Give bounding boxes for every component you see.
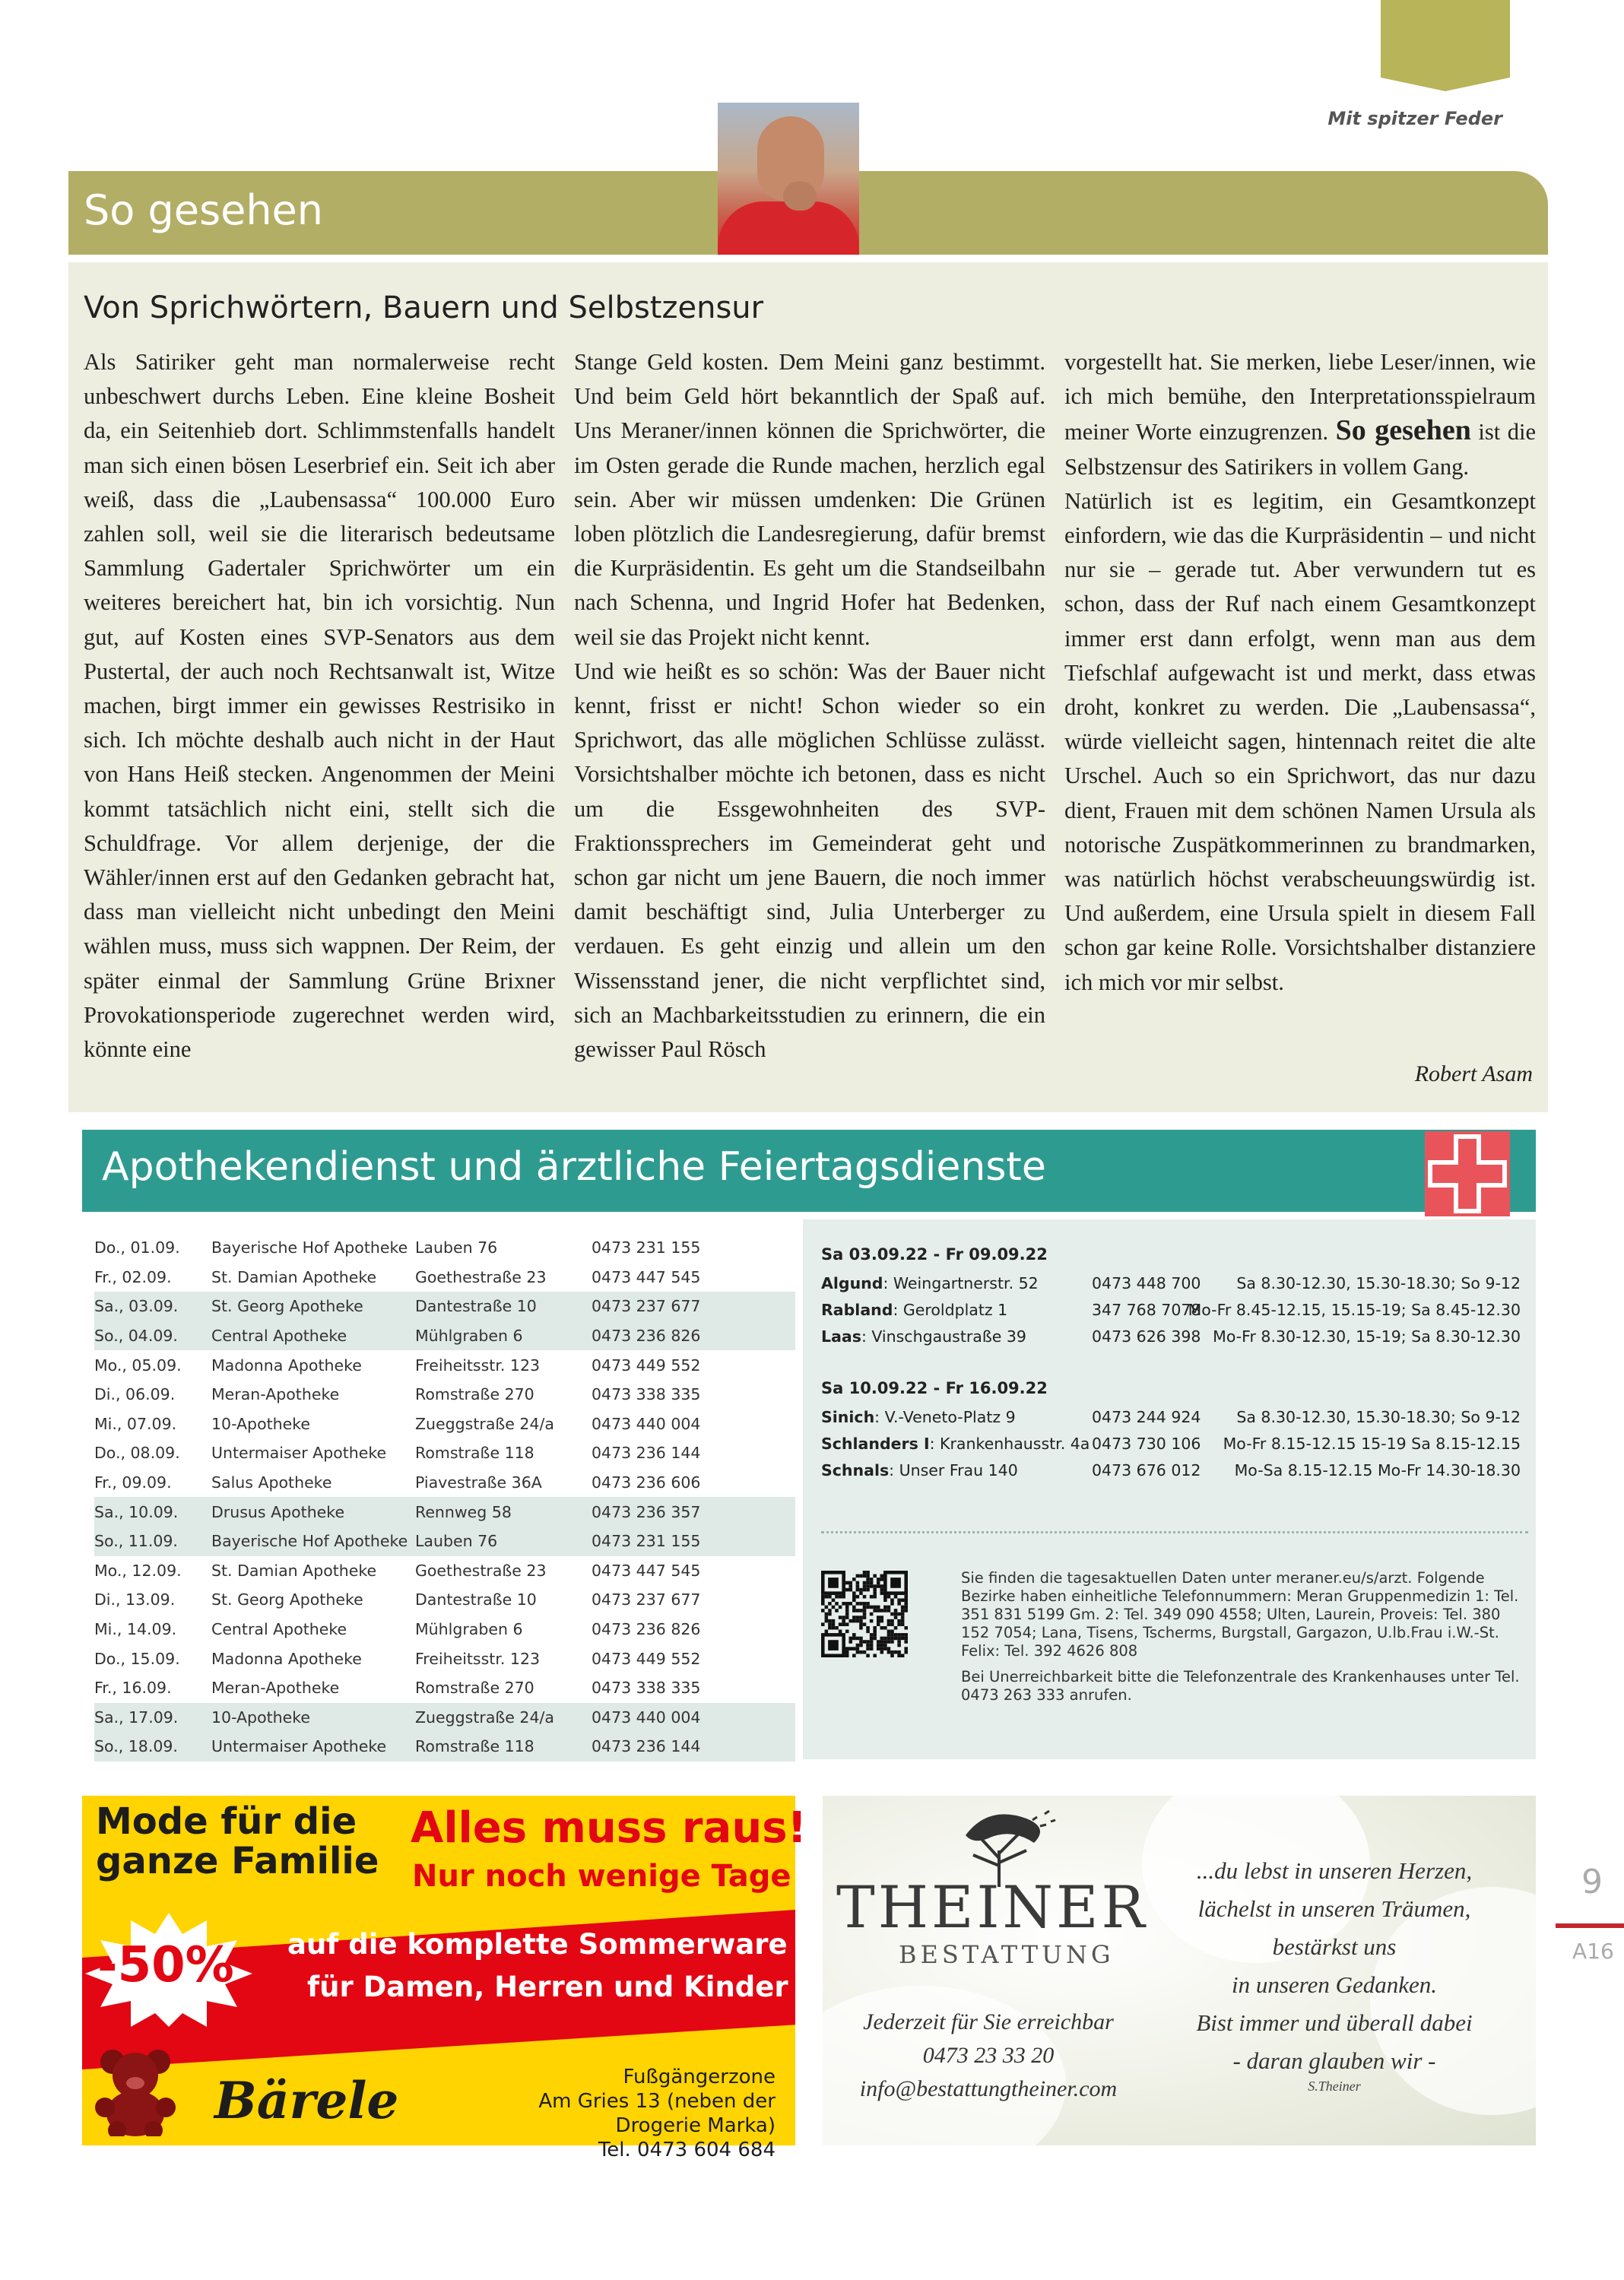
cell-street: Freiheitsstr. 123 xyxy=(415,1649,541,1668)
medical-cross-icon xyxy=(1425,1131,1510,1216)
town-name xyxy=(821,1274,1039,1292)
article-column-3 xyxy=(1064,345,1536,1000)
cell-date: Do., 15.09. xyxy=(94,1649,180,1668)
cell-phone: 0473 237 677 xyxy=(592,1590,701,1609)
cell-date: Fr., 16.09. xyxy=(94,1679,172,1698)
table-row xyxy=(94,1527,795,1556)
emphasis: So gesehen xyxy=(1335,414,1471,447)
ad-headline: Alles muss raus! xyxy=(411,1803,807,1853)
phone-number: 0473 676 012 xyxy=(1092,1461,1201,1479)
town-label: Schnals xyxy=(821,1461,890,1479)
cell-date: Sa., 17.09. xyxy=(94,1703,211,1733)
article-column-1 xyxy=(84,345,555,1067)
street-address: : Krankenhausstr. 4a xyxy=(929,1435,1090,1453)
cell-street: Romstraße 118 xyxy=(415,1732,592,1762)
page-code: A16 xyxy=(1572,1939,1614,1964)
pharmacy-duty-table xyxy=(94,1233,795,1762)
phone-number: 0473 23 33 20 xyxy=(922,2043,1055,2068)
cell-name: 10-Apotheke xyxy=(211,1414,311,1433)
theiner-subtitle: BESTATTUNG xyxy=(899,1940,1115,1969)
cell-date: Fr., 02.09. xyxy=(94,1267,172,1286)
section-label: Mit spitzer Feder xyxy=(1327,108,1502,129)
cell-street: Romstraße 118 xyxy=(415,1444,534,1463)
theiner-poem xyxy=(1156,1852,1513,2080)
cell-street: Zueggstraße 24/a xyxy=(415,1414,554,1433)
cell-date: Mi., 14.09. xyxy=(94,1620,177,1639)
page-rule xyxy=(1556,1923,1624,1928)
phone-number: 0473 244 924 xyxy=(1092,1408,1201,1426)
town-label: Schlanders I xyxy=(821,1435,930,1453)
info-text xyxy=(961,1569,1524,1712)
ad-line: ganze Familie xyxy=(96,1840,379,1882)
cell-phone: 0473 236 826 xyxy=(592,1321,795,1351)
weekend-title: Sa 03.09.22 - Fr 09.09.22 xyxy=(821,1245,1048,1264)
weekend-title: Sa 10.09.22 - Fr 16.09.22 xyxy=(821,1379,1048,1397)
table-row xyxy=(94,1615,795,1644)
list-item xyxy=(821,1408,1521,1434)
cell-street: Romstraße 270 xyxy=(415,1385,534,1404)
cell-phone: 0473 236 144 xyxy=(592,1444,701,1463)
article-title: Von Sprichwörtern, Bauern und Selbstzensur xyxy=(84,290,764,325)
town-name xyxy=(821,1301,1007,1319)
theiner-contact xyxy=(836,2006,1140,2106)
street-address: : V.-Veneto-Platz 9 xyxy=(874,1408,1016,1426)
poem-line: bestärkst uns xyxy=(1272,1933,1397,1960)
cell-name: Bayerische Hof Apotheke xyxy=(211,1527,415,1556)
opening-hours: Mo-Fr 8.15-12.15 15-19 Sa 8.15-12.15 xyxy=(1223,1435,1521,1453)
cell-date: Mo., 12.09. xyxy=(94,1561,182,1580)
phone-number: 0473 448 700 xyxy=(1092,1274,1201,1292)
cell-name: St. Georg Apotheke xyxy=(211,1590,363,1609)
cell-street: Freiheitsstr. 123 xyxy=(415,1356,541,1375)
cell-name: St. Georg Apotheke xyxy=(211,1292,415,1321)
teddy-bear-icon xyxy=(90,2045,181,2136)
opening-hours: Sa 8.30-12.30, 15.30-18.30; So 9-12 xyxy=(1236,1408,1521,1426)
cell-street: Zueggstraße 24/a xyxy=(415,1703,592,1733)
opening-hours: Mo-Fr 8.30-12.30, 15-19; Sa 8.30-12.30 xyxy=(1213,1327,1521,1346)
ad-mode-text xyxy=(96,1802,379,1881)
author-photo xyxy=(718,103,859,255)
table-row xyxy=(94,1380,795,1410)
cell-date: Mo., 05.09. xyxy=(94,1356,182,1375)
email-address: info@bestattungtheiner.com xyxy=(859,2076,1118,2101)
cell-name: Central Apotheke xyxy=(211,1321,415,1351)
table-row xyxy=(94,1732,795,1762)
poem-signature: S.Theiner xyxy=(1308,2079,1361,2094)
qr-code-icon[interactable] xyxy=(821,1571,908,1657)
cell-date: Do., 01.09. xyxy=(94,1238,180,1257)
info-paragraph: Sie finden die tagesaktuellen Daten unter meraner.eu/s/arzt. Folgende Bezirke haben einheitliche Telefonnummern: Meran Gruppenmedizin 1: Tel. 351 831 5199 Gm. 2: Tel. 349 090 4558; Ulten, Laurein, Proveis: Tel. 380 152 7054; Lana, Tisens, Tscherms, Burgstall, Gargazon, U.lb.Frau i.W.-St. Felix: Tel. 392 4626 808 xyxy=(961,1569,1519,1660)
list-item xyxy=(821,1461,1521,1487)
table-row xyxy=(94,1321,795,1351)
poem-line: lächelst in unseren Träumen, xyxy=(1197,1895,1471,1922)
cell-date: Fr., 09.09. xyxy=(94,1473,172,1492)
cell-date: So., 11.09. xyxy=(94,1527,211,1556)
ad-address-line: Tel. 0473 604 684 xyxy=(598,2139,776,2161)
paragraph xyxy=(1064,345,1536,484)
cell-name: St. Damian Apotheke xyxy=(211,1561,377,1580)
poem-line: - daran glauben wir - xyxy=(1232,2047,1436,2074)
cell-phone: 0473 440 004 xyxy=(592,1414,701,1433)
table-row xyxy=(94,1673,795,1703)
ad-offer-line: für Damen, Herren und Kinder xyxy=(307,1971,788,2003)
cell-name: Madonna Apotheke xyxy=(211,1356,362,1375)
street-address: : Geroldplatz 1 xyxy=(893,1301,1008,1319)
cell-name: St. Damian Apotheke xyxy=(211,1267,377,1286)
cell-street: Goethestraße 23 xyxy=(415,1267,547,1286)
cell-phone: 0473 236 606 xyxy=(592,1473,701,1492)
cell-phone: 0473 447 545 xyxy=(592,1561,701,1580)
poem-line: Bist immer und überall dabei xyxy=(1196,2009,1473,2036)
cell-name: Meran-Apotheke xyxy=(211,1385,340,1404)
table-row xyxy=(94,1644,795,1673)
cell-date: So., 04.09. xyxy=(94,1321,211,1351)
paragraph: Und wie heißt es so schön: Was der Bauer nicht kennt, frisst er nicht! Schon wieder so ein Sprichwort, das alle möglichen Schlüsse zulässt. Vorsichtshalber möchte ich betonen, dass es nicht um die Essgewohnheiten des SVP-Fraktionssprechers im Gemeinderat geht und schon gar nicht um jene Bauern, die noch immer damit beschäftigt sind, Julia Unterberger zu verdauen. Es geht einzig und allein um den Wissensstand jener, die nicht verpflichtet sind, sich an Machbarkeitsstudien zu erinnern, die ein gewisser Paul Rösch xyxy=(574,658,1045,1063)
cell-phone: 0473 447 545 xyxy=(592,1267,701,1286)
cell-street: Mühlgraben 6 xyxy=(415,1321,592,1351)
pharmacy-title: Apothekendienst und ärztliche Feiertagsdienste xyxy=(102,1144,1046,1190)
town-label: Sinich xyxy=(821,1408,875,1426)
cell-name: Meran-Apotheke xyxy=(211,1679,340,1698)
theiner-logo-text: THEINER xyxy=(836,1873,1148,1941)
cell-date: So., 18.09. xyxy=(94,1732,211,1762)
article-column-2 xyxy=(574,345,1045,1067)
list-item xyxy=(821,1435,1521,1460)
cell-phone: 0473 449 552 xyxy=(592,1649,701,1668)
cell-phone: 0473 236 357 xyxy=(592,1497,795,1527)
town-name xyxy=(821,1435,1090,1453)
cell-phone: 0473 231 155 xyxy=(592,1238,701,1257)
cell-phone: 0473 236 144 xyxy=(592,1732,795,1762)
cell-street: Romstraße 270 xyxy=(415,1679,534,1698)
cell-date: Di., 06.09. xyxy=(94,1385,176,1404)
street-address: : Weingartnerstr. 52 xyxy=(883,1274,1039,1292)
paragraph: Stange Geld kosten. Dem Meini ganz bestimmt. Und beim Geld hört bekanntlich der Spaß auf. Uns Meraner/innen können die Sprichwörter, die im Osten gerade die Runde machen, herzlich egal sein. Aber wir müssen umdenken: Die Grünen loben plötzlich die Landesregierung, dafür bremst die Kurpräsidentin. Es geht um die Standseilbahn nach Schenna, und Ingrid Hofer hat Bedenken, weil sie das Projekt nicht kennt. xyxy=(574,349,1045,650)
section-tab xyxy=(1381,0,1510,91)
cell-name: 10-Apotheke xyxy=(211,1703,415,1733)
cell-phone: 0473 237 677 xyxy=(592,1292,795,1321)
street-address: : Unser Frau 140 xyxy=(889,1461,1018,1479)
discount-badge: -50% xyxy=(97,1937,234,1993)
town-label: Rabland xyxy=(821,1301,893,1319)
street-address: : Vinschgaustraße 39 xyxy=(861,1327,1026,1346)
cell-street: Piavestraße 36A xyxy=(415,1473,542,1492)
paragraph: Als Satiriker geht man normalerweise recht unbeschwert durchs Leben. Eine kleine Bosheit da, ein Seitenhieb dort. Schlimmstenfalls handelt man sich einen bösen Leserbrief ein. Seit ich aber weiß, dass die „Laubensassa“ 100.000 Euro zahlen soll, weil sie die literarisch bedeutsame Sammlung Gadertaler Sprichwörter um ein weiteres bereichert hat, bin ich vorsichtig. Nun gut, auf Kosten eines SVP-Senators aus dem Pustertal, der auch noch Rechtsanwalt ist, Witze machen, birgt immer ein gewisses Restrisiko in sich. Ich möchte deshalb auch nicht in der Haut von Hans Heiß stecken. Angenommen der Meini kommt tatsächlich nicht eini, stellt sich die Schuldfrage. Vor allem derjenige, der die Wähler/innen erst auf den Gedanken gebracht hat, dass man vielleicht nicht unbedingt den Meini wählen muss, muss sich wappnen. Der Reim, der später einmal der Sammlung Grüne Brixner Provokationsperiode zugerechnet werden wird, könnte eine xyxy=(84,349,555,1063)
table-row xyxy=(94,1438,795,1468)
list-item xyxy=(821,1274,1521,1300)
cell-name: Salus Apotheke xyxy=(211,1473,332,1492)
column-name: So gesehen xyxy=(84,186,324,234)
cell-date: Do., 08.09. xyxy=(94,1444,180,1463)
phone-number: 0473 626 398 xyxy=(1092,1327,1201,1346)
cell-name: Drusus Apotheke xyxy=(211,1497,415,1527)
opening-hours: Mo-Fr 8.45-12.15, 15.15-19; Sa 8.45-12.30 xyxy=(1188,1301,1521,1319)
town-name xyxy=(821,1327,1026,1346)
cell-date: Sa., 10.09. xyxy=(94,1497,211,1527)
opening-hours: Sa 8.30-12.30, 15.30-18.30; So 9-12 xyxy=(1236,1274,1521,1292)
cell-name: Bayerische Hof Apotheke xyxy=(211,1238,408,1257)
paragraph-text: ist die Selbstzensur des Satirikers in vollem Gang. xyxy=(1064,419,1536,480)
ad-address-line: Am Gries 13 (neben der xyxy=(538,2090,776,2113)
cell-phone: 0473 338 335 xyxy=(592,1679,701,1698)
cell-street: Rennweg 58 xyxy=(415,1497,592,1527)
page-number: 9 xyxy=(1581,1863,1603,1901)
cell-phone: 0473 231 155 xyxy=(592,1527,795,1556)
cell-phone: 0473 440 004 xyxy=(592,1703,795,1733)
contact-line: Jederzeit für Sie erreichbar xyxy=(863,2009,1114,2034)
list-item xyxy=(821,1327,1521,1353)
town-name xyxy=(821,1461,1018,1479)
info-paragraph: Bei Unerreichbarkeit bitte die Telefonzentrale des Krankenhauses unter Tel. 0473 263 333 anrufen. xyxy=(961,1668,1520,1704)
phone-number: 0473 730 106 xyxy=(1092,1435,1201,1453)
dotted-divider xyxy=(821,1531,1528,1533)
cell-phone: 0473 236 826 xyxy=(592,1620,701,1639)
cell-street: Lauben 76 xyxy=(415,1527,592,1556)
table-row xyxy=(94,1410,795,1439)
opening-hours: Mo-Sa 8.15-12.15 Mo-Fr 14.30-18.30 xyxy=(1234,1461,1521,1479)
author-name: Robert Asam xyxy=(1414,1061,1533,1086)
table-row xyxy=(94,1468,795,1498)
poem-line: ...du lebst in unseren Herzen, xyxy=(1196,1857,1473,1884)
cell-street: Mühlgraben 6 xyxy=(415,1620,523,1639)
cell-name: Untermaiser Apotheke xyxy=(211,1732,415,1762)
table-row xyxy=(94,1585,795,1615)
cell-street: Dantestraße 10 xyxy=(415,1590,537,1609)
ad-offer-line: auf die komplette Sommerware xyxy=(287,1928,788,1961)
cell-street: Goethestraße 23 xyxy=(415,1561,547,1580)
table-row xyxy=(94,1233,795,1263)
paragraph: Natürlich ist es legitim, ein Gesamtkonzept einfordern, wie das die Kurpräsidentin – und nicht nur sie – gerade tut. Aber verwundern tut es schon, dass der Ruf nach einem Gesamtkonzept immer erst dann erfolgt, wenn man aus dem Tiefschlaf aufgewacht ist und merkt, dass etwas droht, konkret zu werden. Die „Laubensassa“, würde vielleicht sagen, hintennach reitet die alte Urschel. Auch so ein Sprichwort, das nur dazu dient, Frauen mit dem schönen Namen Ursula als notorische Zuspätkommerinnen zu brandmarken, was natürlich höchst verabscheuungswürdig ist. Und außerdem, eine Ursula spielt in diesem Fall schon gar keine Rolle. Vorsichtshalber distanziere ich mich vor mir selbst. xyxy=(1064,487,1536,995)
town-label: Algund xyxy=(821,1274,883,1292)
cell-street: Dantestraße 10 xyxy=(415,1292,592,1321)
table-row xyxy=(94,1556,795,1586)
ad-subline: Nur noch wenige Tage xyxy=(412,1859,791,1894)
poem-line: in unseren Gedanken. xyxy=(1231,1971,1438,1998)
list-item xyxy=(821,1301,1521,1327)
cell-date: Di., 13.09. xyxy=(94,1590,176,1609)
ad-address-line: Drogerie Marka) xyxy=(615,2114,776,2137)
table-row xyxy=(94,1292,795,1321)
table-row xyxy=(94,1703,795,1733)
cell-phone: 0473 449 552 xyxy=(592,1356,701,1375)
town-label: Laas xyxy=(821,1327,861,1346)
ad-address-line: Fußgängerzone xyxy=(623,2066,776,2088)
table-row xyxy=(94,1497,795,1527)
paragraph-text: vorgestellt hat. Sie merken, liebe Leser/innen, wie ich mich bemühe, den Interpretationsspielraum meiner Worte einzugrenzen. xyxy=(1064,349,1536,446)
town-name xyxy=(821,1408,1016,1426)
ad-address xyxy=(538,2065,776,2162)
ad-line: Mode für die xyxy=(96,1800,357,1843)
cell-date: Sa., 03.09. xyxy=(94,1292,211,1321)
table-row xyxy=(94,1263,795,1292)
cell-phone: 0473 338 335 xyxy=(592,1385,701,1404)
cell-name: Central Apotheke xyxy=(211,1620,347,1639)
table-row xyxy=(94,1350,795,1380)
phone-number: 347 768 7078 xyxy=(1092,1301,1201,1319)
cell-date: Mi., 07.09. xyxy=(94,1414,177,1433)
ad-brand: Bärele xyxy=(214,2071,399,2130)
cell-name: Untermaiser Apotheke xyxy=(211,1444,387,1463)
cell-street: Lauben 76 xyxy=(415,1238,498,1257)
cell-name: Madonna Apotheke xyxy=(211,1649,362,1668)
